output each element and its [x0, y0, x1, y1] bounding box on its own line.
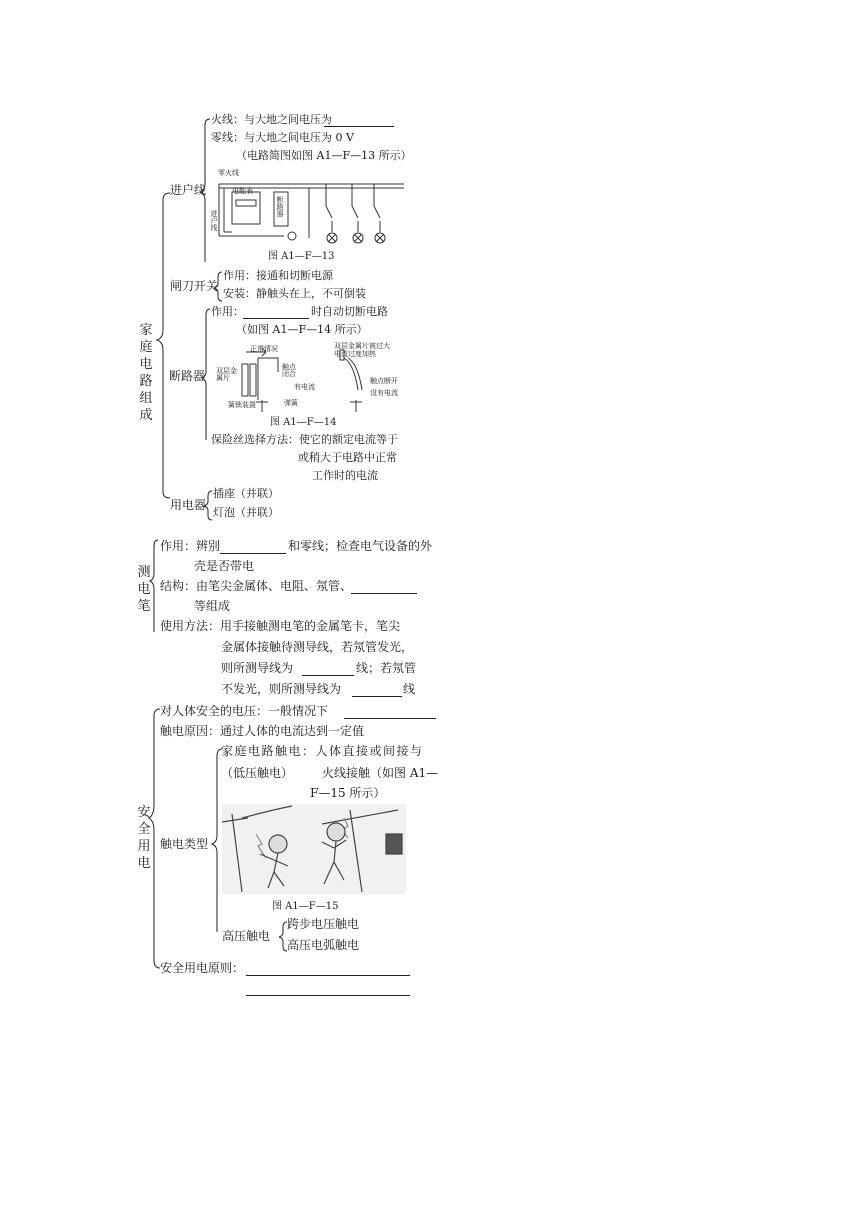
fig14-contact-open: 触点断开 — [370, 377, 398, 385]
section1-label: 家庭电路组成 — [139, 323, 153, 423]
fig14-has-current: 有电流 — [294, 383, 315, 391]
section-test-pen-label — [137, 564, 151, 615]
inlet-label: 进户线 — [170, 183, 207, 197]
pen-usage-blank-2 — [352, 696, 402, 697]
section2-label: 测电笔 — [137, 565, 151, 614]
pen-usage-line-4b: 线 — [403, 682, 416, 696]
knife-switch-function: 作用：接通和切断电源 — [223, 269, 333, 282]
fig13-note: （电路简图如图 A1—F—13 所示） — [236, 149, 412, 162]
neutral-wire-text: 零线：与大地之间电压为 0 V — [211, 131, 354, 144]
section-home-circuit-label — [139, 322, 153, 424]
fig13-meter: 电能表 — [232, 187, 253, 195]
pen-usage-line-2: 金属体接触待测导线，若氖管发光， — [221, 640, 414, 654]
fig14-contact-closed: 触点闭合 — [282, 363, 296, 378]
fig14-no-current: 没有电流 — [370, 389, 398, 397]
fig13-breaker: 断路器 — [276, 196, 284, 217]
safe-voltage-text: 对人体安全的电压：一般情况下 — [160, 704, 329, 718]
safety-principle-text: 安全用电原则： — [160, 961, 245, 975]
fig14-overheat: 双层金属片被过大电流过度加热 — [334, 342, 390, 358]
appliance-socket: 插座（并联） — [213, 487, 279, 500]
pen-structure-line-2: 等组成 — [194, 599, 231, 613]
knife-switch-install: 安装：静触头在上，不可倒装 — [223, 287, 366, 300]
knife-switch-label: 闸刀开关 — [170, 279, 219, 293]
breaker-label: 断路器 — [169, 369, 206, 383]
fuse-line-1: 保险丝选择方法：使它的额定电流等于 — [211, 433, 398, 446]
step-voltage-text: 跨步电压触电 — [287, 917, 360, 931]
breaker-function-prefix: 作用： — [211, 305, 244, 318]
home-shock-line-2: （低压触电） — [221, 766, 294, 780]
pen-usage-line-3a: 则所测导线为 — [221, 661, 294, 675]
figure-15-illustration — [222, 804, 406, 894]
home-shock-line-1: 家庭电路触电：人体直接或间接与 — [221, 744, 424, 758]
live-wire-text: 火线：与大地之间电压为 — [211, 113, 332, 126]
fig13-inlet: 进户线 — [210, 210, 218, 231]
fig14-caption: 图 A1—F—14 — [270, 417, 337, 428]
pen-function-prefix: 作用：辨别 — [160, 539, 221, 553]
pen-structure-line-1: 结构：由笔尖金属体、电阻、氖管、 — [160, 579, 353, 593]
fig13-live-neutral: 零火线 — [218, 169, 239, 177]
fuse-line-2: 或稍大于电路中正常 — [298, 451, 397, 464]
section-safety-label — [137, 804, 151, 872]
home-shock-line-4: F—15 所示） — [310, 786, 386, 800]
appliance-label: 用电器 — [170, 498, 207, 512]
arc-shock-text: 高压电弧触电 — [287, 938, 360, 952]
appliance-bulb: 灯泡（并联） — [213, 506, 279, 519]
home-shock-line-3: 火线接触（如图 A1— — [322, 766, 439, 780]
pen-function-blank — [220, 553, 286, 554]
fuse-line-3: 工作时的电流 — [312, 469, 378, 482]
fig15-caption: 图 A1—F—15 — [272, 901, 339, 912]
pen-function-line-2: 壳是否带电 — [194, 559, 255, 573]
pen-usage-blank-1 — [302, 675, 354, 676]
safe-voltage-blank — [344, 718, 436, 719]
pen-structure-blank — [351, 593, 417, 594]
live-voltage-blank — [324, 126, 394, 127]
safety-principle-blank-2 — [246, 995, 410, 996]
safety-principle-blank-1 — [246, 975, 410, 976]
high-voltage-label: 高压触电 — [222, 929, 271, 943]
shock-types-label: 触电类型 — [160, 837, 209, 851]
fig14-normal: 正常情况 — [250, 345, 278, 353]
pen-usage-line-3b: 线；若氖管 — [356, 661, 417, 675]
fig14-note: （如图 A1—F—14 所示） — [236, 323, 368, 336]
fig14-spring: 弹簧 — [284, 399, 298, 407]
fig13-caption: 图 A1—F—13 — [268, 251, 335, 262]
section3-label: 安全用电 — [137, 805, 151, 871]
pen-function-suffix: 和零线；检查电气设备的外 — [288, 539, 433, 553]
breaker-function-suffix: 时自动切断电路 — [311, 305, 388, 318]
fig14-latch: 簧锁装置 — [228, 401, 256, 409]
shock-cause-text: 触电原因：通过人体的电流达到一定值 — [160, 724, 365, 738]
breaker-function-blank — [243, 318, 309, 319]
pen-usage-line-4a: 不发光，则所测导线为 — [221, 682, 342, 696]
pen-usage-line-1: 使用方法：用手接触测电笔的金属笔卡，笔尖 — [160, 619, 401, 633]
fig14-bimetal: 双层金属片 — [216, 367, 237, 382]
figure-13-circuit — [214, 166, 406, 248]
